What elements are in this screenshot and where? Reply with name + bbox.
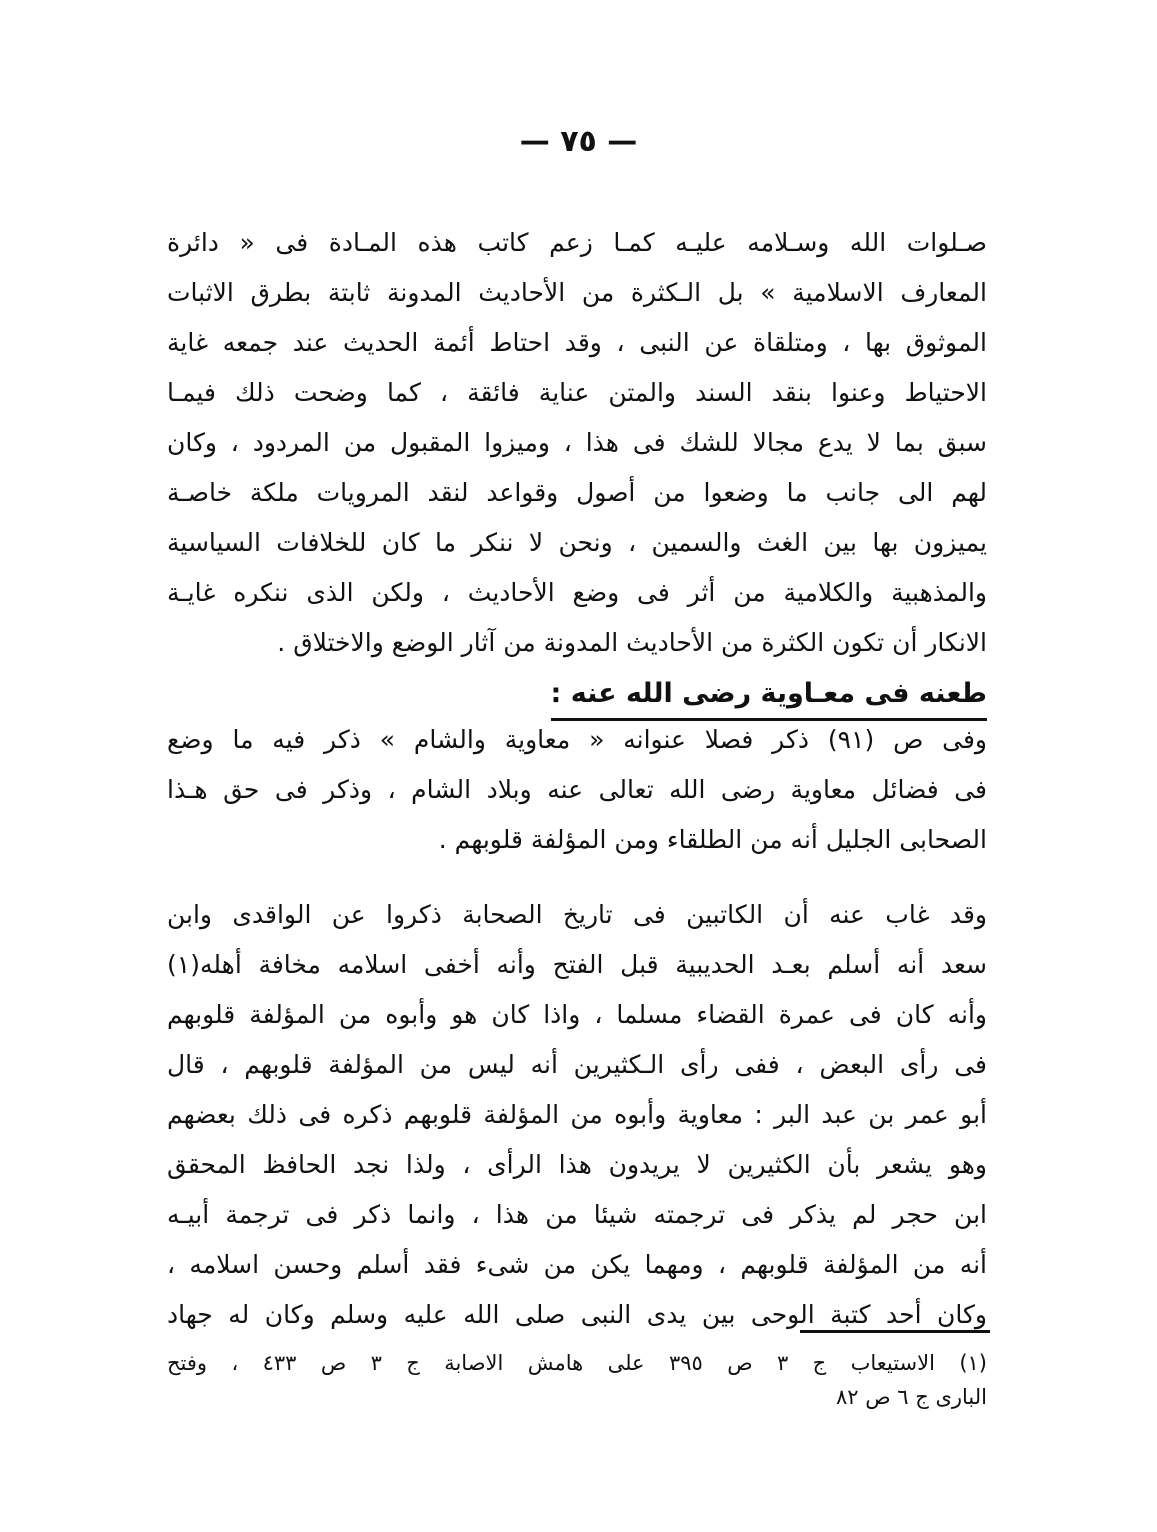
section-heading: طعنه فى معـاوية رضى الله عنه :: [551, 672, 987, 721]
paragraph-line: الموثوق بها ، ومتلقاة عن النبى ، وقد احتاط أئمة الحديث عند جمعه غاية: [167, 328, 987, 357]
paragraph-line: ابن حجر لم يذكر فى ترجمته شيئا من هذا ، وانما ذكر فى ترجمة أبيـه: [167, 1200, 987, 1229]
paragraph-line: فى فضائل معاوية رضى الله تعالى عنه وبلاد الشام ، وذكر فى حق هـذا: [167, 775, 987, 804]
footnote-divider: [800, 1330, 990, 1333]
paragraph-line: الاحتياط وعنوا بنقد السند والمتن عناية فائقة ، كما وضحت ذلك فيمـا: [167, 378, 987, 407]
page-number: — ٧٥ —: [519, 124, 638, 159]
paragraph-line: وأنه كان فى عمرة القضاء مسلما ، واذا كان هو وأبوه من المؤلفة قلوبهم: [167, 1000, 987, 1029]
paragraph-line: وهو يشعر بأن الكثيرين لا يريدون هذا الرأى ، ولذا نجد الحافظ المحقق: [167, 1150, 987, 1179]
paragraph-line: الانكار أن تكون الكثرة من الأحاديث المدونة من آثار الوضع والاختلاق .: [277, 628, 987, 657]
paragraph-2: [167, 715, 987, 865]
paragraph-3: [167, 890, 987, 1340]
paragraph-line: سعد أنه أسلم بعـد الحديبية قبل الفتح وأنه أخفى اسلامه مخافة أهله(١): [167, 950, 987, 979]
paragraph-line: والمذهبية والكلامية من أثر فى وضع الأحاديث ، ولكن الذى ننكره غايـة: [167, 578, 987, 607]
paragraph-line: المعارف الاسلامية » بل الـكثرة من الأحاديث المدونة ثابتة بطرق الاثبات: [167, 278, 987, 307]
footnotes: [167, 1346, 987, 1414]
paragraph-line: صـلوات الله وسـلامه عليـه كمـا زعم كاتب هذه المـادة فى « دائرة: [167, 228, 987, 257]
paragraph-line: أبو عمر بن عبد البر : معاوية وأبوه من المؤلفة قلوبهم ذكره فى ذلك بعضهم: [167, 1100, 987, 1129]
paragraph-line: سبق بما لا يدع مجالا للشك فى هذا ، وميزوا المقبول من المردود ، وكان: [167, 428, 987, 457]
paragraph-line: أنه من المؤلفة قلوبهم ، ومهما يكن من شىء فقد أسلم وحسن اسلامه ،: [167, 1250, 987, 1279]
paragraph-line: وكان أحد كتبة الوحى بين يدى النبى صلى الله عليه وسلم وكان له جهاد: [167, 1300, 987, 1329]
footnote-line: (١) الاستيعاب ج ٣ ص ٣٩٥ على هامش الاصابة ج ٣ ص ٤٣٣ ، وفتح: [167, 1351, 987, 1375]
footnote-line: البارى ج ٦ ص ٨٢: [835, 1385, 987, 1409]
paragraph-line: يميزون بها بين الغث والسمين ، ونحن لا ننكر ما كان للخلافات السياسية: [167, 528, 987, 557]
paragraph-line: لهم الى جانب ما وضعوا من أصول وقواعد لنقد المرويات ملكة خاصـة: [167, 478, 987, 507]
paragraph-line: فى رأى البعض ، ففى رأى الـكثيرين أنه ليس من المؤلفة قلوبهم ، قال: [167, 1050, 987, 1079]
paragraph-line: وفى ص (٩١) ذكر فصلا عنوانه « معاوية والشام » ذكر فيه ما وضع: [167, 725, 987, 754]
paragraph-1: [167, 218, 987, 668]
paragraph-line: الصحابى الجليل أنه من الطلقاء ومن المؤلفة قلوبهم .: [438, 825, 987, 854]
paragraph-line: وقد غاب عنه أن الكاتبين فى تاريخ الصحابة ذكروا عن الواقدى وابن: [167, 900, 987, 929]
